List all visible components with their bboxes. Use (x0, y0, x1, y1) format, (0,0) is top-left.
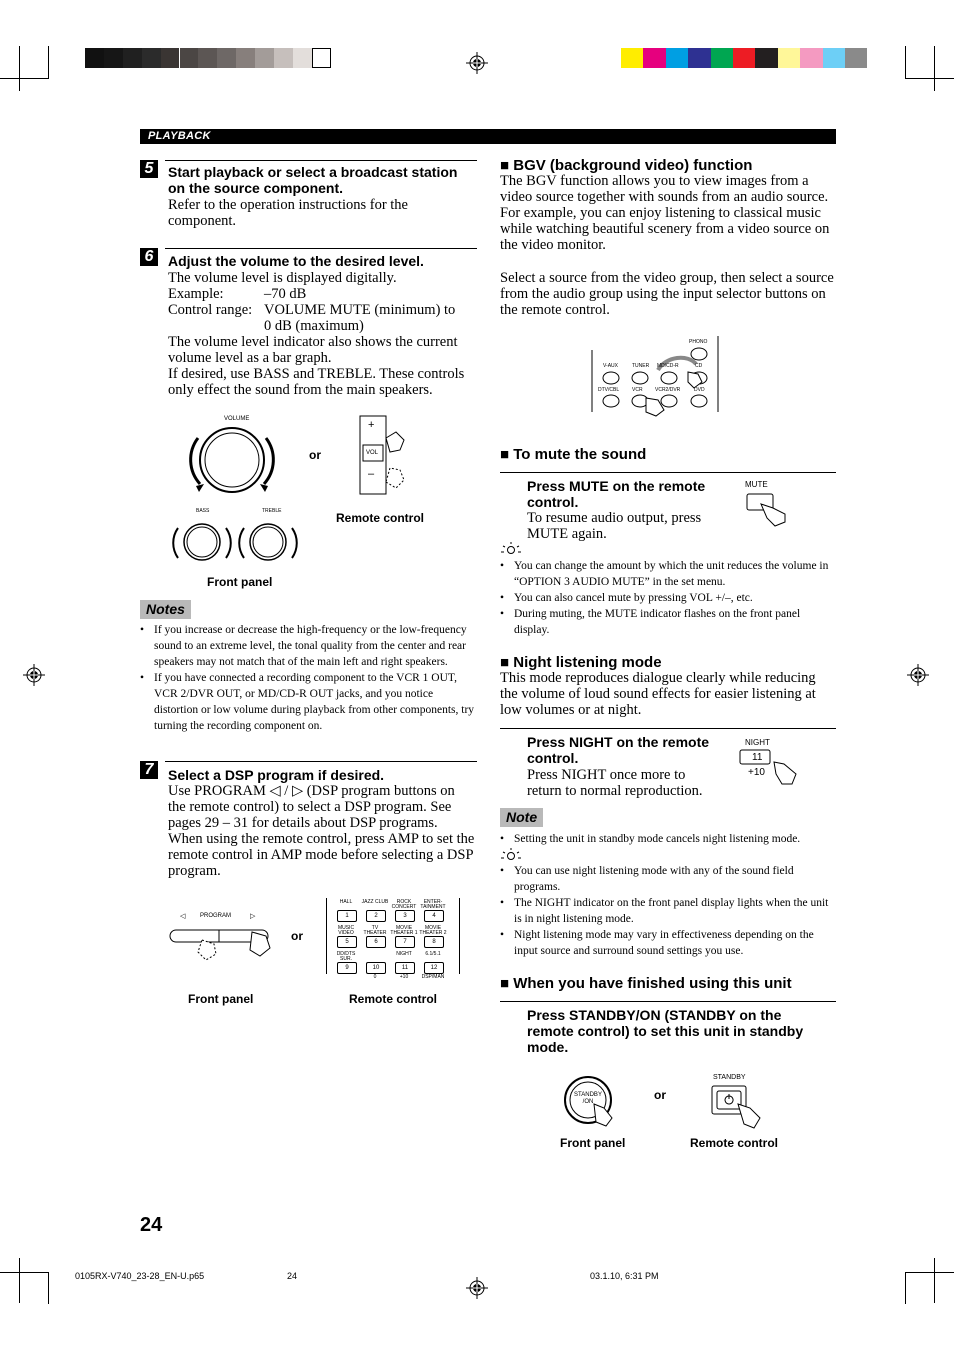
dsp-key-button[interactable]: 11 (395, 962, 415, 974)
gray-swatch (312, 48, 331, 68)
dsp-key-sublabel: +10 (399, 974, 409, 980)
tip-item: • You can use night listening mode with any of the sound field programs. (500, 863, 836, 895)
night-note-list (500, 831, 836, 847)
mute-instruction: Press MUTE on the remote control. (527, 478, 706, 510)
night-btn-sub: +10 (748, 767, 765, 778)
bgv-btn-label: DTV/CBL (598, 387, 620, 393)
program-buttons-illustration (168, 922, 280, 962)
note-item: • If you have connected a recording component to the VCR 1 OUT, VCR 2/DVR OUT, or MD/CD-R OUT jacks, and you notice distortion or low volume during playback from other components, try turning the recording component on. (140, 670, 478, 734)
mute-button-illustration (745, 492, 791, 528)
gray-swatch (104, 48, 123, 68)
note-heading: Note (500, 808, 543, 827)
remote-volume-illustration (356, 412, 414, 504)
bgv-btn-label: VCR (632, 387, 643, 393)
night-para: This mode reproduces dialogue clearly while reducing the volume of loud sound effects for easier listening at low volumes or at night. (500, 670, 816, 718)
step7-title: Select a DSP program if desired. (168, 767, 385, 783)
notes-list (140, 622, 478, 734)
bgv-btn-label: DVD (694, 387, 705, 393)
tip-item: • Night listening mode may vary in effectiveness depending on the input source and surround sound settings you use. (500, 927, 836, 959)
color-swatch (800, 48, 822, 68)
night-tips (500, 863, 836, 959)
gray-swatch (293, 48, 312, 68)
standby-on-label: STANDBY /ON (574, 1092, 602, 1105)
dsp-key-button[interactable]: 4 (424, 910, 444, 922)
gray-swatch (198, 48, 217, 68)
bgv-btn-label: PHONO (689, 339, 708, 345)
footer-date: 03.1.10, 6:31 PM (590, 1271, 659, 1281)
minus-label: – (368, 468, 375, 480)
bgv-btn-label: VCR2/DVR (655, 387, 681, 393)
night-btn-label: NIGHT (745, 738, 770, 747)
dsp-key-sublabel: DSP/MAN (421, 974, 445, 980)
color-swatch (643, 48, 665, 68)
step5-title: Start playback or select a broadcast station on the source component. (168, 164, 458, 196)
step6-title: Adjust the volume to the desired level. (168, 253, 424, 269)
dsp-key-button[interactable]: 2 (366, 910, 386, 922)
front-panel-caption: Front panel (188, 992, 254, 1006)
or-label: or (309, 448, 321, 462)
gray-swatch (180, 48, 199, 68)
dsp-key-label: HALL (339, 899, 353, 905)
dsp-key-label: JAZZ CLUB (361, 899, 389, 905)
mute-btn-label: MUTE (745, 480, 768, 489)
dsp-key-button[interactable]: 10 (366, 962, 386, 974)
tip-item: • During muting, the MUTE indicator flashes on the front panel display. (500, 606, 836, 638)
range-label: Control range: (168, 302, 253, 318)
dsp-key-label: ROCK CONCERT (391, 899, 417, 910)
color-swatch (755, 48, 777, 68)
color-swatch (688, 48, 710, 68)
input-selector-illustration (592, 336, 724, 416)
registration-target-icon (466, 1277, 488, 1299)
dsp-key-button[interactable]: 3 (395, 910, 415, 922)
bgv-title: BGV (background video) function (513, 157, 753, 174)
volume-knob-illustration (186, 424, 278, 496)
note-item: • If you increase or decrease the high-frequency or the low-frequency sound to an extreme level, the tonal quality from the center and rear speakers may not match that of the main left and right speakers. (140, 622, 478, 670)
night-button-illustration (738, 748, 798, 786)
dsp-key-label: MUSIC VIDEO (337, 925, 355, 936)
volume-label: VOLUME (224, 416, 250, 422)
gray-swatch (255, 48, 274, 68)
example-label: Example: (168, 286, 224, 302)
color-swatch (778, 48, 800, 68)
step5-body: Refer to the operation instructions for the component. (168, 197, 408, 229)
dsp-key-button[interactable]: 8 (424, 936, 444, 948)
page-number: 24 (140, 1214, 163, 1236)
mute-tips (500, 558, 836, 638)
color-swatch (621, 48, 643, 68)
step7-body: When using the remote control, press AMP to set the remote control in AMP mode before selecting a DSP program. (168, 831, 475, 879)
dsp-key-label: TV THEATER (363, 925, 387, 936)
dsp-key-button[interactable]: 1 (337, 910, 357, 922)
treble-label: TREBLE (262, 508, 282, 514)
section-header-bar (140, 129, 836, 144)
remote-caption: Remote control (336, 511, 425, 525)
notes-heading: Notes (140, 600, 191, 619)
gray-swatch (274, 48, 293, 68)
dsp-key-label: NIGHT (396, 951, 412, 957)
process-color-bar (621, 48, 867, 68)
step6-para: If desired, use BASS and TREBLE. These controls only effect the sound from the main speakers. (168, 366, 465, 398)
tip-item: • The NIGHT indicator on the front panel display lights when the unit is in night listening mode. (500, 895, 836, 927)
finish-instruction: Press STANDBY/ON (STANDBY on the remote control) to set this unit in standby mode. (527, 1007, 804, 1055)
footer-page: 24 (287, 1271, 298, 1281)
section-label: PLAYBACK (148, 130, 211, 142)
dsp-key-button[interactable]: 9 (337, 962, 357, 974)
tip-item: • You can change the amount by which the unit reduces the volume in “OPTION 3 AUDIO MUTE” in the set menu. (500, 558, 836, 590)
step-number: 6 (140, 248, 158, 266)
vol-label: VOL (366, 450, 379, 456)
bgv-btn-label: V-AUX (603, 363, 619, 369)
night-instruction: Press NIGHT on the remote control. (527, 734, 710, 766)
tip-lightbulb-icon (500, 542, 522, 556)
example-value: –70 dB (264, 286, 307, 302)
footer-file: 0105RX-V740_23-28_EN-U.p65 (75, 1271, 205, 1281)
gray-swatch (142, 48, 161, 68)
front-panel-caption: Front panel (207, 575, 273, 589)
front-panel-caption: Front panel (560, 1136, 626, 1150)
bass-treble-knobs-illustration (170, 516, 306, 568)
dsp-key-label: MOVIE THEATER 1 (390, 925, 418, 936)
bgv-btn-label: TUNER (632, 363, 650, 369)
bass-label: BASS (196, 508, 210, 514)
or-label: or (291, 929, 303, 943)
finish-title: When you have finished using this unit (513, 975, 792, 992)
color-swatch (823, 48, 845, 68)
gray-swatch (236, 48, 255, 68)
or-label: or (654, 1088, 666, 1102)
tip-lightbulb-icon (500, 848, 522, 862)
color-swatch (666, 48, 688, 68)
step6-line1: The volume level is displayed digitally. (168, 270, 397, 286)
note-item: • Setting the unit in standby mode cancels night listening mode. (500, 831, 836, 847)
registration-target-icon (907, 664, 929, 686)
dsp-key-button[interactable]: 7 (395, 936, 415, 948)
step-number: 7 (140, 761, 158, 779)
gray-swatch (217, 48, 236, 68)
gray-color-bar (85, 48, 331, 68)
dsp-key-button[interactable]: 12 (424, 962, 444, 974)
program-right-arrow: ▷ (250, 913, 256, 920)
step7-body: Use PROGRAM ◁ / ▷ (DSP program buttons on the remote control) to select a DSP program. See pages 29 – 31 for details about DSP programs. (168, 783, 455, 831)
color-swatch (845, 48, 867, 68)
step6-para: The volume level indicator also shows the current volume level as a bar graph. (168, 334, 458, 366)
bgv-btn-label: MD/CD-R (657, 363, 679, 369)
bgv-para: Select a source from the video group, then select a source from the audio group using the input selector buttons on the remote control. (500, 270, 834, 318)
registration-target-icon (23, 664, 45, 686)
tip-item: • You can also cancel mute by pressing VOL +/–, etc. (500, 590, 836, 606)
standby-remote-button-illustration (710, 1084, 764, 1130)
bgv-btn-label: CD (695, 363, 703, 369)
range-value: VOLUME MUTE (minimum) to (264, 302, 456, 318)
dsp-key-label: ENTER-TAINMENT (420, 899, 446, 910)
mute-body: To resume audio output, press MUTE again. (527, 510, 702, 542)
bgv-para: The BGV function allows you to view images from a video source together with sounds from an audio source. For example, you can enjoy listening to classical music while watching beautiful scenery from a video source on the video monitor. (500, 173, 830, 253)
gray-swatch (85, 48, 104, 68)
step-number: 5 (140, 160, 158, 178)
mute-heading: ■ To mute the sound (500, 446, 647, 463)
night-btn-num: 11 (752, 752, 763, 763)
dsp-key-button[interactable]: 5 (337, 936, 357, 948)
dsp-key-sublabel: 0 (373, 974, 377, 980)
gray-swatch (123, 48, 142, 68)
finish-heading: ■ When you have finished using this unit (500, 975, 792, 992)
night-heading: ■ Night listening mode (500, 654, 662, 671)
dsp-key-label: 6.1/5.1 (425, 951, 441, 957)
remote-dsp-keypad (326, 898, 460, 980)
standby-label: STANDBY (713, 1074, 746, 1081)
night-title: Night listening mode (513, 654, 662, 671)
mute-title: To mute the sound (513, 446, 647, 463)
registration-target-icon (466, 52, 488, 74)
gray-swatch (161, 48, 180, 68)
plus-label: + (368, 419, 375, 431)
dsp-key-label: MOVIE THEATER 2 (419, 925, 447, 936)
range-value: 0 dB (maximum) (264, 318, 364, 334)
bgv-heading: ■ BGV (background video) function (500, 157, 753, 174)
night-body: Press NIGHT once more to return to normal reproduction. (527, 767, 703, 799)
remote-caption: Remote control (690, 1136, 779, 1150)
color-swatch (733, 48, 755, 68)
program-left-arrow: ◁ (180, 913, 186, 920)
dsp-key-button[interactable]: 6 (366, 936, 386, 948)
color-swatch (711, 48, 733, 68)
program-label: PROGRAM (200, 913, 232, 919)
remote-caption: Remote control (349, 992, 438, 1006)
dsp-key-label: DD/DTS SUR. (336, 951, 356, 962)
